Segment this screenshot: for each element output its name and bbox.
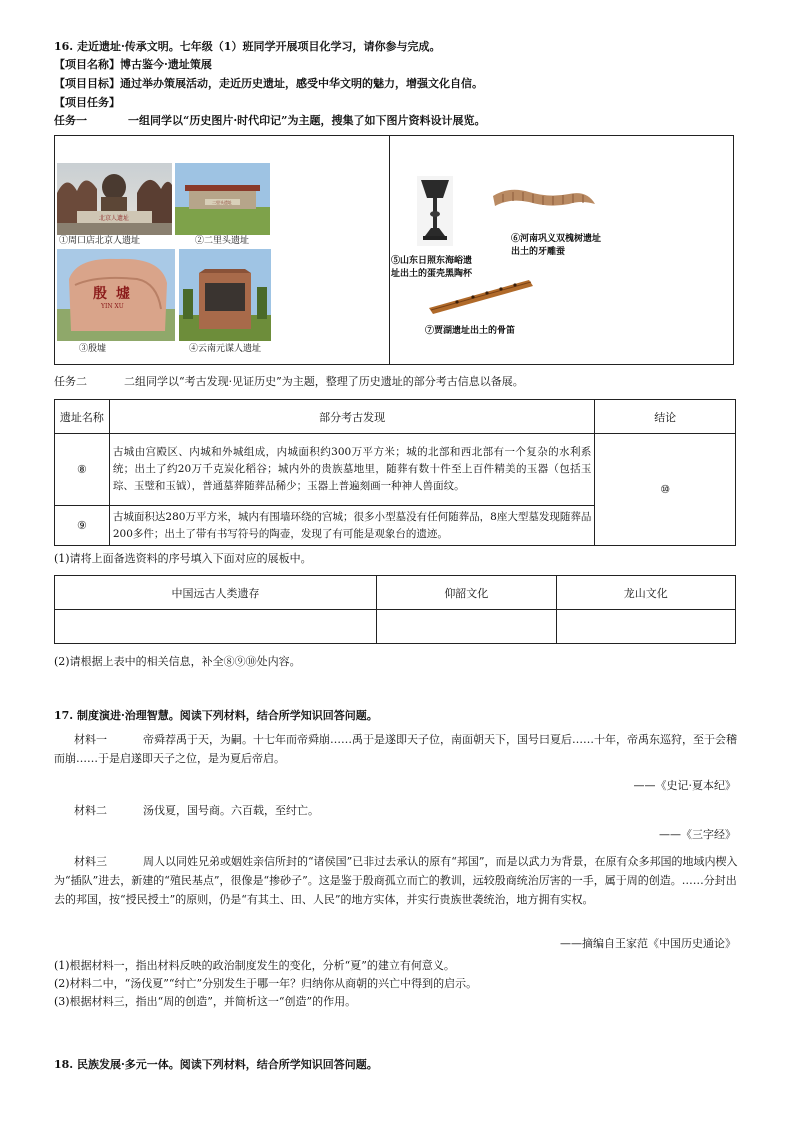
yinxu-stone-text: 殷 墟 [93,286,132,302]
q16-title: 16. 走近遗址·传承文明。七年级（1）班同学开展项目化学习，请你参与完成。 [54,40,441,53]
material-1 [54,730,740,768]
material-1-text: 帝舜荐禹于天，为嗣。十七年而帝舜崩……禹于是遂即天子位，南面朝天下，国号曰夏后……十年，帝禹东巡狩，至于会稽而崩……于是启遂即天子之位，是为夏后帝启。 [54,733,737,765]
material-2-source: ——《三字经》 [659,828,736,841]
picture-panel [54,135,734,365]
caption-erlitou: ②二里头遗址 [195,236,250,246]
board-header-early-humans: 中国远古人类遗存 [55,576,377,610]
caption-zhoukoudian: ①周口店北京人遗址 [59,236,141,246]
task1-text: 一组同学以“历史图片·时代印记”为主题，搜集了如下图片资料设计展览。 [128,114,486,127]
yuanmou-photo [179,249,271,341]
q17-subquestion-2: (2)材料二中，“汤伐夏”“纣亡”分别发生于哪一年？归纳你从商朝的兴亡中得到的启示。 [54,977,478,990]
svg-text:北京人遗址: 北京人遗址 [98,215,130,222]
material-3-text: 周人以同姓兄弟或姻姓亲信所封的“诸侯国”已非过去承认的原有“邦国”，而是以武力为背景，在原有众多邦国的地域内楔入为“插队”进去，新建的“殖民基点”，很像是“掺砂子”。这是鉴于殷商孤立而亡的教训，远较殷商统治厉害的一手，属于周的创造。……分封出去的邦国，按“授民授土”的原则，仍是“有其土、田、人民”的地方实体，并实行贵族世袭统治，地方拥有实权。 [54,855,738,906]
project-task-header: 【项目任务】 [54,96,120,109]
project-name-line: 【项目名称】博古鉴今·遗址策展 [54,58,212,71]
header-conclusion: 结论 [595,400,736,434]
material-2-label: 材料二 [74,804,107,817]
q17-title: 17. 制度演进·治理智慧。阅读下列材料，结合所学知识回答问题。 [54,709,378,722]
site-9-findings: 古城面积达280万平方米，城内有围墙环绕的宫城；很多小型墓没有任何随葬品，8座大型墓发现随葬品200多件；出土了带有书写符号的陶壶，发现了有可能是观象台的遗迹。 [109,506,595,546]
picture-panel-divider [389,136,390,364]
material-3 [54,852,740,909]
conclusion-10-cell: ⑩ [595,434,736,546]
site-8-cell: ⑧ [55,434,110,506]
board-header-yangshao: 仰韶文化 [377,576,556,610]
material-3-label: 材料三 [74,855,107,868]
q17-subquestion-1: (1)根据材料一，指出材料反映的政治制度发生的变化，分析“夏”的建立有何意义。 [54,959,455,972]
archaeology-table [54,399,736,546]
svg-text:二里头遗址: 二里头遗址 [212,200,232,205]
board-answer-yangshao[interactable] [377,610,556,644]
material-1-label: 材料一 [74,733,107,746]
caption-bone-flute: ⑦贾湖遗址出土的骨笛 [425,326,516,336]
table-row [55,434,736,506]
subquestion-1: (1)请将上面备选资料的序号填入下面对应的展板中。 [54,552,312,565]
yinxu-photo [57,249,175,341]
caption-yinxu: ③殷墟 [79,344,107,354]
subquestion-2: (2)请根据上表中的相关信息，补全⑧⑨⑩处内容。 [54,655,301,668]
q17-subquestion-3: (3)根据材料三，指出“周的创造”，并简析这一“创造”的作用。 [54,995,357,1008]
zhoukoudian-photo [57,163,172,235]
site-9-cell: ⑨ [55,506,110,546]
material-3-source: ——摘编自王家范《中国历史通论》 [560,937,736,950]
exhibition-board-table [54,575,736,644]
caption-eggshell-cup-2: 址出土的蛋壳黑陶杯 [391,269,473,279]
material-2-text: 汤伐夏，国号商。六百载，至纣亡。 [143,804,319,817]
board-answer-early-humans[interactable] [55,610,377,644]
header-site-name: 遗址名称 [55,400,110,434]
ivory-silkworm-photo [489,184,599,214]
material-1-source: ——《史记·夏本纪》 [633,779,736,792]
yinxu-stone-pinyin: YIN XU [101,303,124,310]
board-header-longshan: 龙山文化 [556,576,735,610]
task2-text: 二组同学以“考古发现·见证历史”为主题，整理了历史遗址的部分考古信息以备展。 [124,375,524,388]
caption-ivory-silkworm-2: 出土的牙雕蚕 [511,247,566,257]
caption-yuanmou: ④云南元谋人遗址 [189,344,262,354]
eggshell-cup-photo [417,176,453,246]
site-8-findings: 古城由宫殿区、内城和外城组成，内城面积约300万平方米；城的北部和西北部有一个复杂的水利系统；出土了约20万千克炭化稻谷；城内外的贵族墓地里，随葬有数十件至上百件精美的玉器（包括玉琮、玉璧和玉钺），普通墓葬随葬品稀少；玉器上普遍刻画一种神人兽面纹。 [109,434,595,506]
erlitou-photo [175,163,270,235]
bone-flute-photo [427,274,535,314]
material-2 [54,801,740,820]
header-findings: 部分考古发现 [109,400,595,434]
caption-ivory-silkworm-1: ⑥河南巩义双槐树遗址 [511,234,602,244]
board-answer-longshan[interactable] [556,610,735,644]
caption-eggshell-cup-1: ⑤山东日照东海峪遗 [391,256,473,266]
q18-title: 18. 民族发展·多元一体。阅读下列材料，结合所学知识回答问题。 [54,1058,378,1071]
task2-label: 任务二 [54,375,87,388]
project-goal-line: 【项目目标】通过举办策展活动，走近历史遗址，感受中华文明的魅力，增强文化自信。 [54,77,483,90]
task1-label: 任务一 [54,114,87,127]
